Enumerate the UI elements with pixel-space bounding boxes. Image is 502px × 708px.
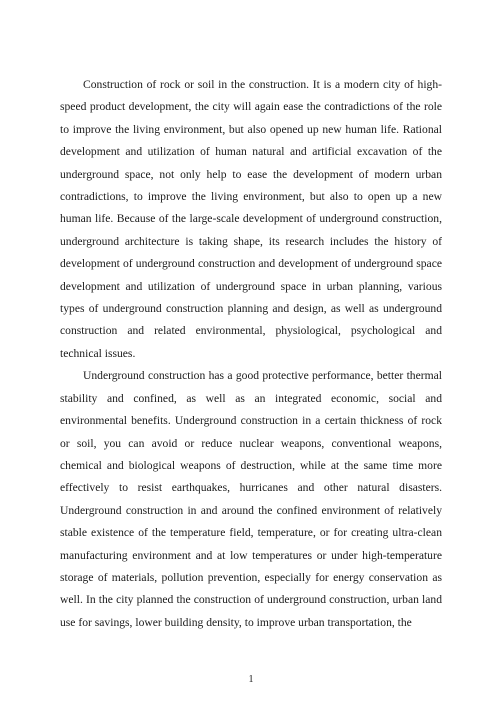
page-number: 1	[248, 674, 254, 685]
document-body	[60, 74, 442, 634]
paragraph-1: Construction of rock or soil in the construction. It is a modern city of high-speed product development, the city will again ease the contradictions of the role to improve the living environment, but also opened up new human life. Rational development and utilization of human natural and artificial excavation of the underground space, not only help to ease the development of modern urban contradictions, to improve the living environment, but also to open up a new human life. Because of the large-scale development of underground construction, underground architecture is taking shape, its research includes the history of development of underground construction and development of underground space development and utilization of underground space in urban planning, various types of underground construction planning and design, as well as underground construction and related environmental, physiological, psychological and technical issues.	[60, 78, 442, 360]
paragraph-2: Underground construction has a good protective performance, better thermal stability and confined, as well as an integrated economic, social and environmental benefits. Underground construction in a certain thickness of rock or soil, you can avoid or reduce nuclear weapons, conventional weapons, chemical and biological weapons of destruction, while at the same time more effectively to resist earthquakes, hurricanes and other natural disasters. Underground construction in and around the confined environment of relatively stable existence of the temperature field, temperature, or for creating ultra-clean manufacturing environment and at low temperatures or under high-temperature storage of materials, pollution prevention, especially for energy conservation as well. In the city planned the construction of underground construction, urban land use for savings, lower building density, to improve urban transportation, the	[60, 369, 442, 629]
